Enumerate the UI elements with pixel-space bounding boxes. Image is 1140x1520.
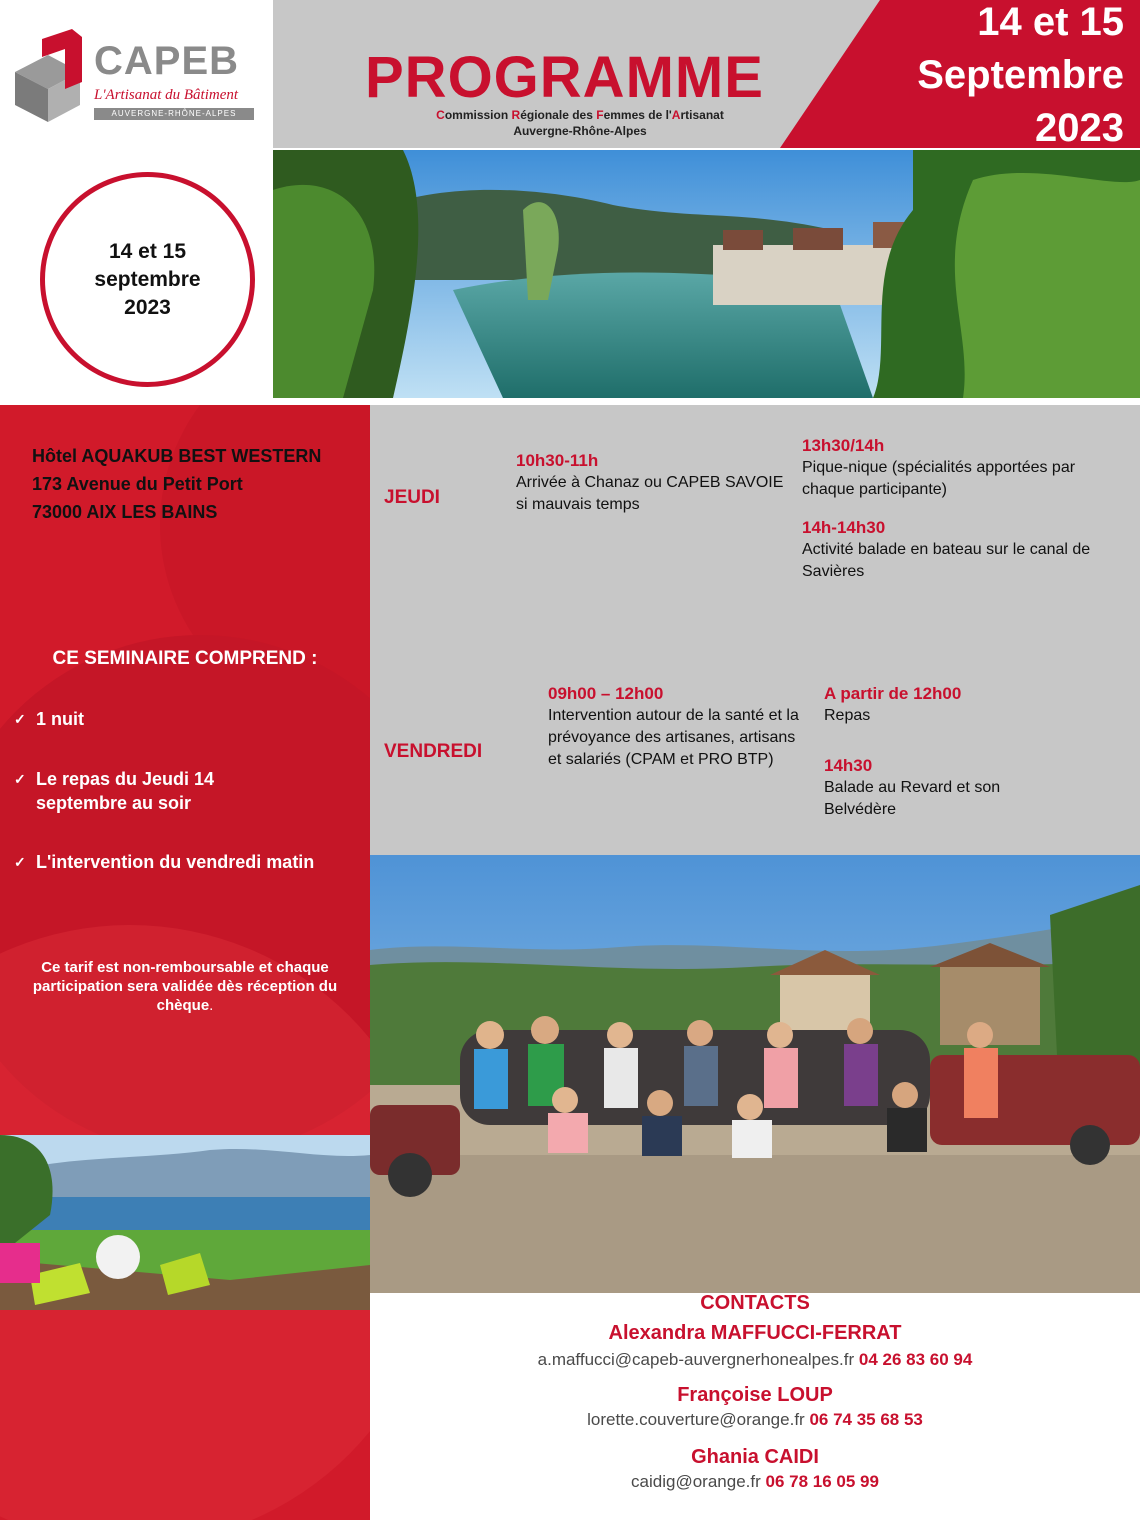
contact-name: Françoise LOUP <box>677 1384 833 1406</box>
day-label-thursday: JEUDI <box>384 487 440 508</box>
hotel-terrace-photo <box>0 1135 370 1310</box>
seminar-item: ✓ Le repas du Jeudi 14 septembre au soir <box>14 769 215 813</box>
circle-line3: 2023 <box>124 295 171 319</box>
contact-email[interactable]: lorette.couverture@orange.fr <box>587 1410 805 1429</box>
subtitle <box>365 107 795 139</box>
seminar-item: ✓ L'intervention du vendredi matin <box>14 852 315 872</box>
circle-line2: septembre <box>94 267 201 291</box>
page-title: PROGRAMME <box>365 45 764 110</box>
contact-phone[interactable]: 06 78 16 05 99 <box>765 1472 879 1491</box>
contact-phone[interactable]: 04 26 83 60 94 <box>858 1350 973 1369</box>
logo-region: AUVERGNE-RHÔNE-ALPES <box>94 108 254 120</box>
subtitle-line2: Auvergne-Rhône-Alpes <box>513 124 647 138</box>
capeb-logo <box>10 25 260 125</box>
day-label-friday: VENDREDI <box>384 741 483 762</box>
seminar-title: CE SEMINAIRE COMPREND : <box>52 648 318 669</box>
canal-photo <box>273 150 1140 398</box>
header-date: 14 et 15 Septembre 2023 <box>917 0 1124 150</box>
check-icon: ✓ <box>14 711 26 727</box>
capeb-cube-icon <box>10 27 90 122</box>
contact-email[interactable]: a.maffucci@capeb-auvergnerhonealpes.fr <box>537 1350 855 1369</box>
slot-thursday-3: 14h-14h30 Activité balade en bateau sur le canal de Savières <box>802 518 1091 580</box>
group-photo <box>370 855 1140 1293</box>
circle-line1: 14 et 15 <box>108 239 187 263</box>
hotel-address <box>32 442 321 526</box>
slot-thursday-2: 13h30/14h Pique-nique (spécialités apportées par chaque participante) <box>802 436 1076 498</box>
contact-line <box>370 1472 1140 1492</box>
contact-phone[interactable]: 06 74 35 68 53 <box>809 1410 923 1429</box>
contact-email[interactable]: caidig@orange.fr <box>631 1472 761 1491</box>
hotel-name: Hôtel AQUAKUB BEST WESTERN <box>32 446 322 466</box>
contacts-title: CONTACTS <box>700 1292 810 1314</box>
subtitle-line1: Commission Régionale des Femmes de l'Artisanat <box>436 108 724 122</box>
hotel-street: 173 Avenue du Petit Port <box>32 474 243 494</box>
logo-tagline: L'Artisanat du Bâtiment <box>94 87 239 103</box>
hotel-city: 73000 AIX LES BAINS <box>32 502 218 522</box>
contact-line <box>370 1410 1140 1430</box>
slot-friday-2: A partir de 12h00 Repas <box>824 684 962 724</box>
logo-wordmark: CAPEB <box>94 39 240 83</box>
contact-name: Alexandra MAFFUCCI-FERRAT <box>608 1322 902 1344</box>
contact-line <box>370 1350 1140 1370</box>
contact-name: Ghania CAIDI <box>691 1446 819 1468</box>
slot-friday-3: 14h30 Balade au Revard et son Belvédère <box>824 756 1001 818</box>
seminar-item: ✓ 1 nuit <box>14 709 84 729</box>
tarif-note: Ce tarif est non-remboursable et chaque participation sera validée dès réception du chèque. <box>32 959 338 1014</box>
slot-thursday-1: 10h30-11h Arrivée à Chanaz ou CAPEB SAVOIE si mauvais temps <box>516 451 784 513</box>
date-circle <box>40 172 255 387</box>
slot-friday-1: 09h00 – 12h00 Intervention autour de la santé et la prévoyance des artisanes, artisans et salariés (CPAM et PRO BTP) <box>548 684 799 768</box>
check-icon: ✓ <box>14 771 26 787</box>
check-icon: ✓ <box>14 854 26 870</box>
